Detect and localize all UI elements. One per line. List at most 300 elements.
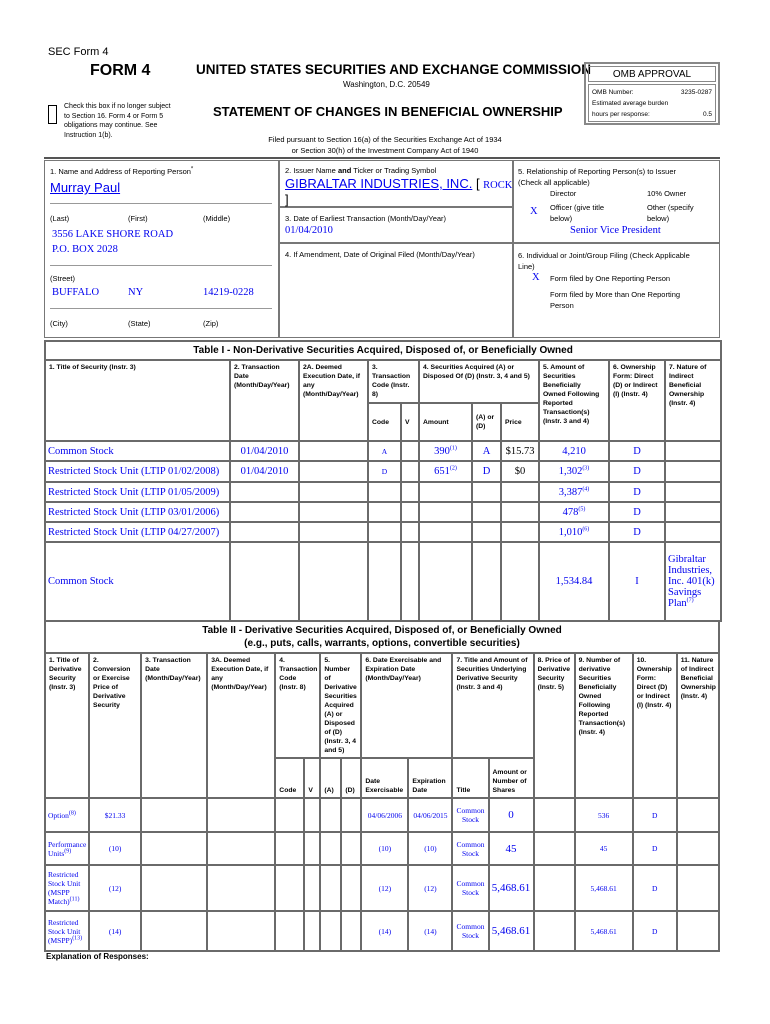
amount <box>419 482 472 502</box>
empty-cell <box>534 911 575 951</box>
city-value: BUFFALO <box>52 287 100 298</box>
ownership-form <box>609 461 665 482</box>
conversion-price-value: (10) <box>108 844 122 853</box>
acquired-or-disposed <box>472 502 501 522</box>
hours-label: hours per response: <box>592 111 650 118</box>
col-conversion-price: 2. Conversion or Exercise Price of Derivative Security <box>89 653 141 798</box>
statement-title: STATEMENT OF CHANGES IN BENEFICIAL OWNERSHIP <box>213 104 563 119</box>
multiple-persons-option[interactable]: Form filed by More than One Reporting Person <box>550 290 681 310</box>
empty-cell <box>677 832 719 865</box>
underlying-amount-value: 0 <box>508 809 514 821</box>
amount <box>419 441 472 461</box>
date-exercisable-value: (12) <box>378 883 392 893</box>
footnote-ref: (13) <box>72 935 83 941</box>
underlying-title <box>452 832 488 865</box>
col-transaction-date: 2. Transaction Date (Month/Day/Year) <box>230 360 299 441</box>
subcol-expiration-date: Expiration Date <box>408 758 452 798</box>
amount-owned <box>539 522 609 542</box>
empty-cell <box>207 798 275 832</box>
one-person-checkmark: X <box>532 272 540 283</box>
transaction-code <box>368 542 401 621</box>
ownership-form <box>633 865 677 911</box>
acquired-or-disposed <box>472 522 501 542</box>
one-person-option[interactable]: Form filed by One Reporting Person <box>550 274 671 283</box>
empty-cell <box>534 832 575 865</box>
empty-cell <box>320 911 341 951</box>
table1-title: Table I - Non-Derivative Securities Acquired, Disposed of, or Beneficially Owned <box>45 341 721 360</box>
transaction-code <box>368 441 401 461</box>
ownership-form-value: D <box>652 883 658 893</box>
security-title-value: Restricted Stock Unit (LTIP 03/01/2006) <box>48 506 220 518</box>
conversion-price <box>89 911 141 951</box>
ownership-form <box>609 502 665 522</box>
ownership-form-value: D <box>633 506 641 518</box>
derivative-title-value: Restricted Stock Unit (MSPP Match) <box>48 870 81 906</box>
acquired-or-disposed <box>472 441 501 461</box>
empty-cell <box>401 441 419 461</box>
earliest-date-value: 01/04/2010 <box>285 225 333 236</box>
security-title <box>45 441 230 461</box>
empty-cell <box>401 522 419 542</box>
empty-cell <box>304 798 320 832</box>
amount <box>419 522 472 542</box>
derivative-title <box>45 911 89 951</box>
number-owned <box>575 865 633 911</box>
city-label: (City) <box>50 319 68 328</box>
derivative-title-value: Performance Units <box>48 839 87 858</box>
price-value: $15.73 <box>505 445 535 457</box>
underlying-title <box>452 911 488 951</box>
table-row <box>45 798 719 832</box>
empty-cell <box>141 865 207 911</box>
derivative-title-value: Option <box>48 810 69 820</box>
security-title <box>45 461 230 482</box>
nature-of-ownership <box>665 441 721 461</box>
reporting-person-name-link[interactable]: Murray Paul <box>50 180 121 195</box>
security-title-value: Common Stock <box>48 576 114 587</box>
col-number-derivative: 5. Number of Derivative Securities Acquired (A) or Disposed of (D) (Instr. 3, 4 and 5) <box>320 653 361 758</box>
issuer-line: GIBRALTAR INDUSTRIES, INC. [ ROCK <box>285 176 513 191</box>
transaction-date <box>230 482 299 502</box>
empty-cell <box>299 522 368 542</box>
empty-cell <box>677 911 719 951</box>
empty-cell <box>299 441 368 461</box>
number-owned-value: 45 <box>599 844 608 853</box>
ownership-form-value: I <box>635 576 639 587</box>
explanation-label: Explanation of Responses: <box>46 952 149 961</box>
underlying-amount <box>489 911 534 951</box>
footnote-ref: (7) <box>686 597 694 604</box>
officer-title: Senior Vice President <box>570 225 661 236</box>
subcol-a: (A) <box>320 758 341 798</box>
security-title-value: Common Stock <box>48 445 114 457</box>
subcol-price: Price <box>501 403 539 441</box>
conversion-price <box>89 865 141 911</box>
ticker-symbol: ROCK <box>483 180 513 191</box>
table-row <box>45 832 719 865</box>
underlying-title-value: Common Stock <box>456 879 485 897</box>
number-owned <box>575 911 633 951</box>
empty-cell <box>677 798 719 832</box>
table-row <box>45 911 719 951</box>
underlying-amount <box>489 865 534 911</box>
col-nature-of-ownership: 7. Nature of Indirect Beneficial Ownership (Instr. 4) <box>665 360 721 441</box>
amount-owned-value: 1,302 <box>558 466 583 477</box>
state-value: NY <box>128 287 144 298</box>
burden-label: Estimated average burden <box>592 100 669 107</box>
empty-cell <box>320 798 341 832</box>
sec-form-label: SEC Form 4 <box>48 46 109 58</box>
date-exercisable <box>361 865 408 911</box>
street-line-1: 3556 LAKE SHORE ROAD <box>52 229 174 240</box>
security-title <box>45 522 230 542</box>
derivative-title <box>45 832 89 865</box>
first-label: (First) <box>128 214 148 223</box>
date-exercisable-value: (14) <box>378 926 392 936</box>
subcol-code: Code <box>368 403 401 441</box>
ownership-form-value: D <box>652 844 658 853</box>
expiration-date <box>408 832 452 865</box>
acquired-or-disposed <box>472 461 501 482</box>
ownership-form-value: D <box>633 486 641 498</box>
empty-cell <box>677 865 719 911</box>
form-title: FORM 4 <box>90 62 151 79</box>
transaction-date-value: 01/04/2010 <box>240 445 289 457</box>
subcol-code: Code <box>275 758 304 798</box>
expiration-date-value: (10) <box>424 844 437 853</box>
subcol-a-or-d: (A) or (D) <box>472 403 501 441</box>
underlying-amount <box>489 798 534 832</box>
price <box>501 461 539 482</box>
earliest-date-label: 3. Date of Earliest Transaction (Month/Day/Year) <box>285 214 447 223</box>
empty-cell <box>304 832 320 865</box>
empty-cell <box>207 911 275 951</box>
number-owned <box>575 832 633 865</box>
empty-cell <box>299 542 368 621</box>
amount <box>419 461 472 482</box>
expiration-date-value: 04/06/2015 <box>413 810 448 820</box>
zip-label: (Zip) <box>203 319 219 328</box>
underlying-title <box>452 865 488 911</box>
footnote-ref: (9) <box>64 848 72 854</box>
transaction-date <box>230 502 299 522</box>
col-number-owned: 9. Number of derivative Securities Beneficially Owned Following Reported Transaction(s) (Instr. 4) <box>575 653 633 798</box>
col-ownership-form: 10. Ownership Form: Direct (D) or Indirect (I) (Instr. 4) <box>633 653 677 798</box>
underlying-amount-value: 5,468.61 <box>491 882 531 894</box>
omb-approval-box <box>584 62 720 125</box>
security-title-value: Restricted Stock Unit (LTIP 01/02/2008) <box>48 466 220 477</box>
ownership-form <box>609 522 665 542</box>
issuer-label: 2. Issuer Name and Ticker or Trading Symbol <box>285 166 437 175</box>
col-transaction-code: 4. Transaction Code (Instr. 8) <box>275 653 320 758</box>
footnote-ref: (1) <box>449 445 457 451</box>
underlying-amount-value: 45 <box>505 842 517 855</box>
date-exercisable-value: (10) <box>378 844 392 853</box>
ownership-form <box>609 482 665 502</box>
date-exercisable <box>361 798 408 832</box>
table-non-derivative <box>44 340 722 622</box>
derivative-title-value: Restricted Stock Unit (MSPP) <box>48 917 81 945</box>
amount <box>419 502 472 522</box>
empty-cell <box>304 865 320 911</box>
omb-title: OMB APPROVAL <box>588 66 716 82</box>
transaction-code <box>368 461 401 482</box>
underlying-title-value: Common Stock <box>456 922 485 940</box>
empty-cell <box>341 865 361 911</box>
empty-cell <box>401 502 419 522</box>
empty-cell <box>320 865 341 911</box>
derivative-title <box>45 865 89 911</box>
amount-owned <box>539 482 609 502</box>
expiration-date <box>408 865 452 911</box>
conversion-price-value: $21.33 <box>104 810 126 820</box>
ownership-form-value: D <box>633 445 641 457</box>
footnote-ref: (2) <box>449 465 457 472</box>
filed-pursuant-text: Filed pursuant to Section 16(a) of the Securities Exchange Act of 1934 or Section 30(h) of the Investment Company Act of 1940 <box>268 135 502 155</box>
middle-label: (Middle) <box>203 214 231 223</box>
date-exercisable-value: 04/06/2006 <box>367 810 402 820</box>
acquired-or-disposed <box>472 542 501 621</box>
security-title <box>45 482 230 502</box>
name-label: 1. Name and Address of Reporting Person* <box>50 166 194 176</box>
divider <box>50 308 272 309</box>
empty-cell <box>341 832 361 865</box>
number-owned-value: 536 <box>598 810 610 820</box>
table-row <box>45 461 721 482</box>
col-derivative-title: 1. Title of Derivative Security (Instr. 3) <box>45 653 89 798</box>
conversion-price <box>89 832 141 865</box>
table-derivative <box>44 620 720 952</box>
subcol-d: (D) <box>341 758 361 798</box>
col-nature-of-ownership: 11. Nature of Indirect Beneficial Ownership (Instr. 4) <box>677 653 719 798</box>
no-longer-subject-checkbox[interactable] <box>48 105 57 124</box>
col-title-of-security: 1. Title of Security (Instr. 3) <box>45 360 230 441</box>
col-transaction-code: 3. Transaction Code (Instr. 8) <box>368 360 419 403</box>
ownership-form <box>633 832 677 865</box>
footnote-ref: (8) <box>68 810 76 816</box>
amount-owned <box>539 461 609 482</box>
hours-value: 0.5 <box>702 111 712 118</box>
expiration-date <box>408 911 452 951</box>
col-amount-owned: 5. Amount of Securities Beneficially Owned Following Reported Transaction(s) (Instr. 3 and 4) <box>539 360 609 441</box>
transaction-code <box>368 502 401 522</box>
price <box>501 441 539 461</box>
col-securities-acquired: 4. Securities Acquired (A) or Disposed Of (D) (Instr. 3, 4 and 5) <box>419 360 539 403</box>
ownership-form-value: D <box>652 810 658 820</box>
nature-of-ownership <box>665 461 721 482</box>
street-line-2: P.O. BOX 2028 <box>52 244 118 255</box>
empty-cell <box>299 502 368 522</box>
last-label: (Last) <box>50 214 70 223</box>
empty-cell <box>275 832 304 865</box>
col-ownership-form: 6. Ownership Form: Direct (D) or Indirect (I) (Instr. 4) <box>609 360 665 441</box>
footnote-ref: (3) <box>582 465 590 472</box>
security-title-value: Restricted Stock Unit (LTIP 01/05/2009) <box>48 486 220 498</box>
amount-owned-value: 3,387 <box>558 486 583 498</box>
issuer-name-link[interactable]: GIBRALTAR INDUSTRIES, INC. <box>285 176 473 191</box>
bracket-close: ] <box>285 192 289 207</box>
col-deemed-execution-date: 2A. Deemed Execution Date, if any (Month/Day/Year) <box>299 360 368 441</box>
transaction-date <box>230 542 299 621</box>
table-row <box>45 502 721 522</box>
agency-address: Washington, D.C. 20549 <box>343 80 430 89</box>
empty-cell <box>299 482 368 502</box>
subcol-underlying-amount: Amount or Number of Shares <box>489 758 534 798</box>
amount-owned-value: 478 <box>562 506 579 518</box>
ownership-form <box>609 542 665 621</box>
subcol-amount: Amount <box>419 403 472 441</box>
ownership-form-value: D <box>633 526 641 538</box>
omb-number-label: OMB Number: <box>592 89 634 96</box>
state-label: (State) <box>128 319 151 328</box>
transaction-code-value: D <box>381 467 388 476</box>
acquired-or-disposed <box>472 482 501 502</box>
amount-owned <box>539 502 609 522</box>
empty-cell <box>141 798 207 832</box>
table-row <box>45 522 721 542</box>
subcol-date-exercisable: Date Exercisable <box>361 758 408 798</box>
table-row <box>45 482 721 502</box>
empty-cell <box>141 832 207 865</box>
conversion-price-value: (12) <box>108 883 122 893</box>
nature-of-ownership <box>665 502 721 522</box>
zip-value: 14219-0228 <box>203 287 254 298</box>
price-value: $0 <box>514 466 526 477</box>
security-title <box>45 542 230 621</box>
officer-checkmark: X <box>530 206 538 217</box>
transaction-date-value: 01/04/2010 <box>240 466 289 477</box>
amendment-label: 4. If Amendment, Date of Original Filed (Month/Day/Year) <box>285 250 475 259</box>
price <box>501 522 539 542</box>
price <box>501 542 539 621</box>
amount-owned-value: 1,010 <box>558 526 583 538</box>
number-owned-value: 5,468.61 <box>590 926 617 936</box>
transaction-date <box>230 461 299 482</box>
footnote-ref: (11) <box>69 896 80 903</box>
col-derivative-price: 8. Price of Derivative Security (Instr. 5) <box>534 653 575 798</box>
amount <box>419 542 472 621</box>
col-date-exercisable-expiration: 6. Date Exercisable and Expiration Date (Month/Day/Year) <box>361 653 452 758</box>
expiration-date-value: (12) <box>424 883 437 893</box>
divider <box>50 203 272 204</box>
number-owned-value: 5,468.61 <box>590 883 617 893</box>
amount-value: 390 <box>434 445 450 457</box>
amount-owned-value: 1,534.84 <box>555 576 593 587</box>
empty-cell <box>534 798 575 832</box>
number-owned <box>575 798 633 832</box>
transaction-date <box>230 441 299 461</box>
officer-option[interactable]: Officer (give title below) <box>550 203 605 223</box>
transaction-date <box>230 522 299 542</box>
col-deemed-execution-date: 3A. Deemed Execution Date, if any (Month/Day/Year) <box>207 653 275 798</box>
amount-value: 651 <box>434 466 450 477</box>
nature-of-ownership-value: Gibraltar Industries, Inc. 401(k) Savings Plan <box>668 554 715 609</box>
empty-cell <box>207 865 275 911</box>
nature-of-ownership <box>665 542 721 621</box>
subcol-v: V <box>401 403 419 441</box>
transaction-code <box>368 522 401 542</box>
table-row <box>45 441 721 461</box>
underlying-title <box>452 798 488 832</box>
empty-cell <box>299 461 368 482</box>
street-label: (Street) <box>50 274 76 283</box>
subcol-underlying-title: Title <box>452 758 488 798</box>
underlying-amount <box>489 832 534 865</box>
nature-of-ownership <box>665 522 721 542</box>
agency-name: UNITED STATES SECURITIES AND EXCHANGE COMMISSION <box>196 62 592 77</box>
nature-of-ownership <box>665 482 721 502</box>
relationship-label: 5. Relationship of Reporting Person(s) to Issuer (Check all applicable) <box>518 167 676 187</box>
amount-owned <box>539 542 609 621</box>
ownership-form-value: D <box>652 926 658 936</box>
filing-label: 6. Individual or Joint/Group Filing (Check Applicable Line) <box>518 251 690 271</box>
amount-owned-value: 4,210 <box>562 445 586 457</box>
col-transaction-date: 3. Transaction Date (Month/Day/Year) <box>141 653 207 798</box>
empty-cell <box>401 542 419 621</box>
expiration-date <box>408 798 452 832</box>
empty-cell <box>275 798 304 832</box>
empty-cell <box>304 911 320 951</box>
table2-title: Table II - Derivative Securities Acquired, Disposed of, or Beneficially Owned (e.g., puts, calls, warrants, options, convertible securities) <box>45 621 719 653</box>
empty-cell <box>320 832 341 865</box>
ten-percent-owner-option[interactable]: 10% Owner <box>647 189 687 198</box>
empty-cell <box>141 911 207 951</box>
empty-cell <box>341 798 361 832</box>
empty-cell <box>275 865 304 911</box>
derivative-title <box>45 798 89 832</box>
date-exercisable <box>361 832 408 865</box>
checkbox-instructions: Check this box if no longer subject to Section 16. Form 4 or Form 5 obligations may continue. See Instruction 1(b). <box>64 103 171 139</box>
transaction-code-value: A <box>381 446 388 456</box>
acquired-or-disposed-value: A <box>482 445 491 457</box>
empty-cell <box>207 832 275 865</box>
price <box>501 482 539 502</box>
expiration-date-value: (14) <box>424 926 437 936</box>
transaction-code <box>368 482 401 502</box>
divider <box>44 157 720 159</box>
subcol-v: V <box>304 758 320 798</box>
ownership-form <box>609 441 665 461</box>
other-option[interactable]: Other (specify below) <box>647 203 694 223</box>
table-row <box>45 865 719 911</box>
amount-owned <box>539 441 609 461</box>
date-exercisable <box>361 911 408 951</box>
ownership-form-value: D <box>633 466 641 477</box>
conversion-price <box>89 798 141 832</box>
table-row <box>45 542 721 621</box>
ownership-form <box>633 798 677 832</box>
security-title-value: Restricted Stock Unit (LTIP 04/27/2007) <box>48 526 220 538</box>
empty-cell <box>341 911 361 951</box>
ownership-form <box>633 911 677 951</box>
price <box>501 502 539 522</box>
empty-cell <box>401 461 419 482</box>
col-underlying-securities: 7. Title and Amount of Securities Underlying Derivative Security (Instr. 3 and 4) <box>452 653 533 758</box>
empty-cell <box>534 865 575 911</box>
empty-cell <box>275 911 304 951</box>
footnote-ref: (6) <box>582 526 590 532</box>
conversion-price-value: (14) <box>108 926 122 936</box>
underlying-amount-value: 5,468.61 <box>491 925 531 937</box>
underlying-title-value: Common Stock <box>456 806 485 824</box>
empty-cell <box>401 482 419 502</box>
underlying-title-value: Common Stock <box>456 839 485 858</box>
footnote-ref: (4) <box>582 486 590 492</box>
divider <box>50 265 272 266</box>
director-option[interactable]: Director <box>550 189 577 198</box>
footnote-ref: (5) <box>578 506 586 512</box>
security-title <box>45 502 230 522</box>
